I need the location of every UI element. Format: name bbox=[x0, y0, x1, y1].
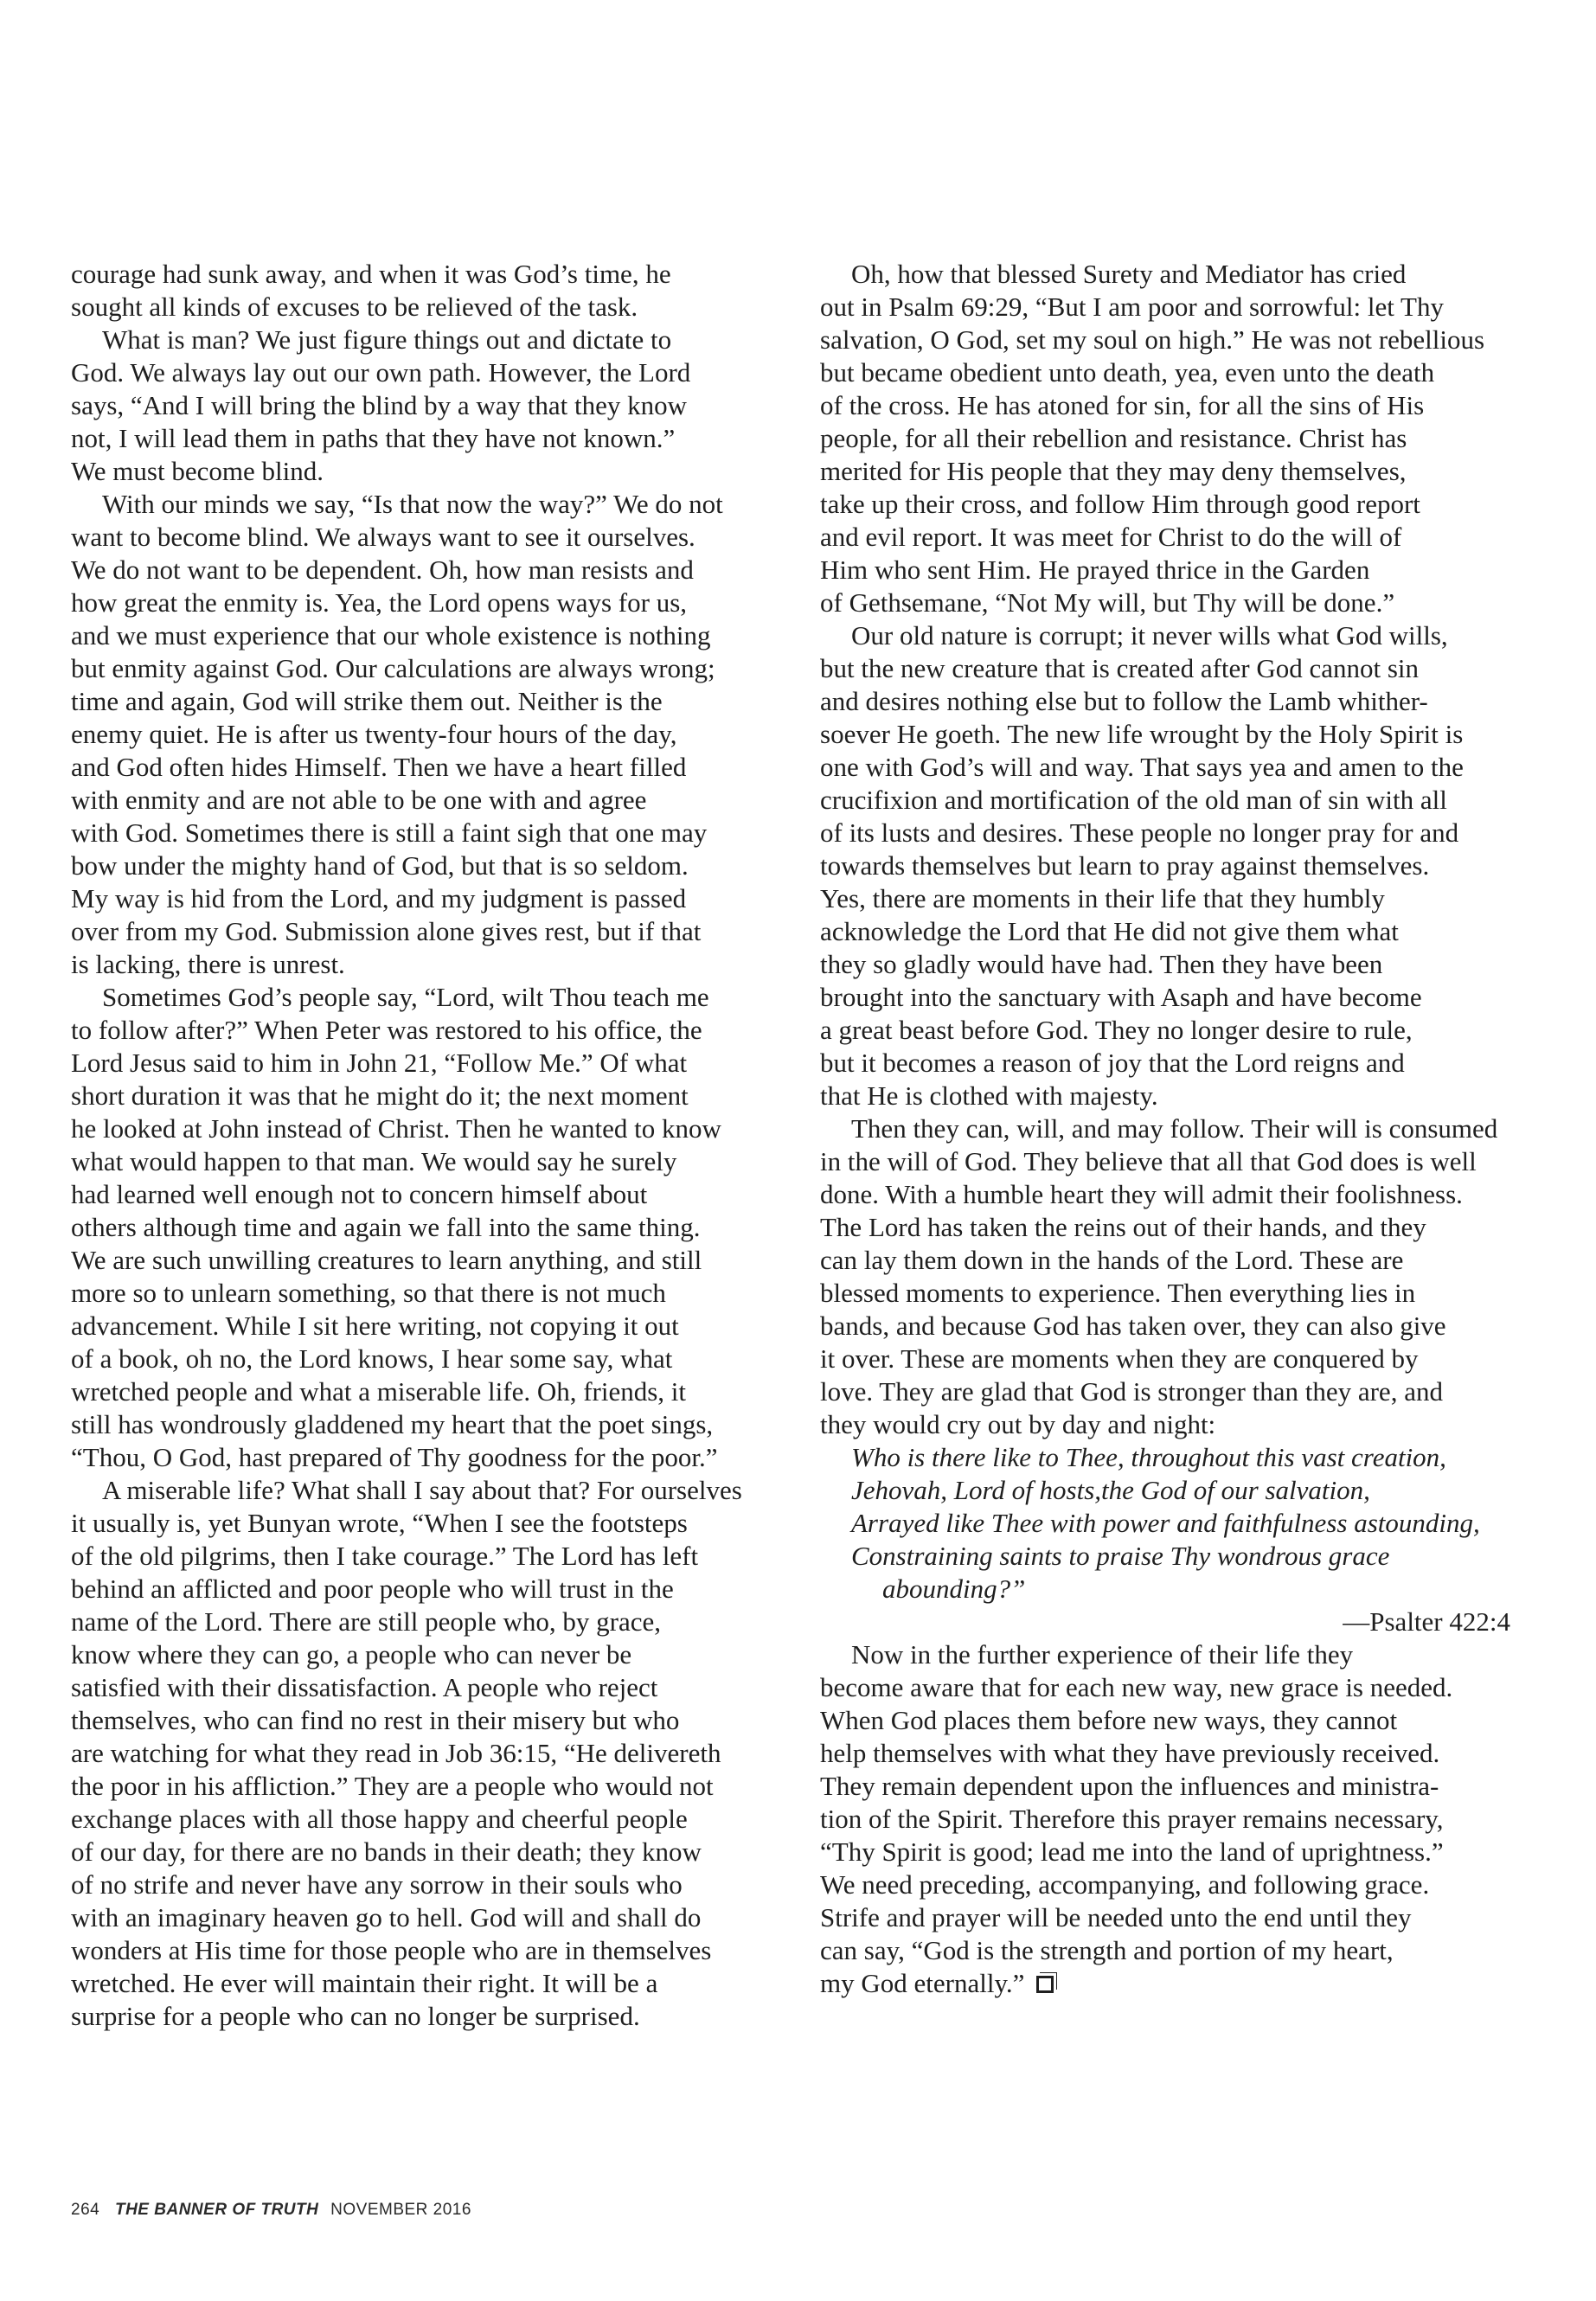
text-line: of Gethsemane, “Not My will, but Thy will be done.” bbox=[820, 587, 1395, 618]
text-line: enemy quiet. He is after us twenty-four hours of the day, bbox=[71, 719, 677, 749]
text-line: Lord Jesus said to him in John 21, “Follow Me.” Of what bbox=[71, 1048, 688, 1078]
text-line: Oh, how that blessed Surety and Mediator has cried bbox=[851, 259, 1407, 289]
left-column bbox=[71, 258, 789, 2033]
text-line: love. They are glad that God is stronger than they are, and bbox=[820, 1376, 1443, 1407]
poem-line: abounding?” bbox=[882, 1574, 1026, 1604]
text-line: wretched. He ever will maintain their right. It will be a bbox=[71, 1968, 658, 1998]
text-line: of no strife and never have any sorrow in their souls who bbox=[71, 1869, 683, 1900]
text-line: merited for His people that they may deny themselves, bbox=[820, 456, 1407, 486]
text-line: We must become blind. bbox=[71, 456, 324, 486]
page-number: 264 bbox=[71, 2201, 100, 2219]
text-line: of our day, for there are no bands in their death; they know bbox=[71, 1836, 702, 1867]
text-line: With our minds we say, “Is that now the way?” We do not bbox=[102, 489, 723, 519]
text-line: tion of the Spirit. Therefore this prayer remains necessary, bbox=[820, 1804, 1444, 1834]
text-line: become aware that for each new way, new grace is needed. bbox=[820, 1672, 1453, 1702]
text-line: it over. These are moments when they are conquered by bbox=[820, 1343, 1419, 1374]
text-line: know where they can go, a people who can never be bbox=[71, 1639, 632, 1670]
text-line: how great the enmity is. Yea, the Lord opens ways for us, bbox=[71, 587, 688, 618]
text-line: what would happen to that man. We would say he surely bbox=[71, 1146, 677, 1176]
text-line: What is man? We just figure things out and dictate to bbox=[102, 324, 672, 355]
text-line: time and again, God will strike them out. Neither is the bbox=[71, 686, 663, 716]
text-line: in the will of God. They believe that all that God does is well bbox=[820, 1146, 1477, 1176]
text-line: bands, and because God has taken over, they can also give bbox=[820, 1311, 1446, 1341]
text-line: We do not want to be dependent. Oh, how man resists and bbox=[71, 554, 694, 585]
text-line: of the old pilgrims, then I take courage.” The Lord has left bbox=[71, 1541, 699, 1571]
text-line: people, for all their rebellion and resistance. Christ has bbox=[820, 423, 1407, 453]
text-line: behind an afflicted and poor people who will trust in the bbox=[71, 1574, 674, 1604]
poem-line: Arrayed like Thee with power and faithfulness astounding, bbox=[851, 1508, 1480, 1538]
text-line: When God places them before new ways, they cannot bbox=[820, 1705, 1398, 1735]
text-line: he looked at John instead of Christ. Then he wanted to know bbox=[71, 1113, 721, 1144]
text-line: says, “And I will bring the blind by a way that they know bbox=[71, 390, 688, 420]
text-line: advancement. While I sit here writing, not copying it out bbox=[71, 1311, 679, 1341]
text-line: The Lord has taken the reins out of their hands, and they bbox=[820, 1212, 1426, 1242]
text-line: can say, “God is the strength and portion of my heart, bbox=[820, 1935, 1394, 1965]
poem-line: Constraining saints to praise Thy wondrous grace bbox=[851, 1541, 1390, 1571]
text-line: still has wondrously gladdened my heart that the poet sings, bbox=[71, 1409, 714, 1439]
text-line: a great beast before God. They no longer desire to rule, bbox=[820, 1015, 1413, 1045]
text-line: Our old nature is corrupt; it never wills what God wills, bbox=[851, 620, 1448, 651]
text-line: crucifixion and mortification of the old man of sin with all bbox=[820, 785, 1447, 815]
text-line: blessed moments to experience. Then everything lies in bbox=[820, 1278, 1416, 1308]
text-line: but the new creature that is created after God cannot sin bbox=[820, 653, 1420, 683]
text-line: bow under the mighty hand of God, but that is so seldom. bbox=[71, 850, 689, 881]
text-line: with an imaginary heaven go to hell. God will and shall do bbox=[71, 1902, 702, 1932]
text-line: they would cry out by day and night: bbox=[820, 1409, 1216, 1439]
text-line: acknowledge the Lord that He did not give them what bbox=[820, 916, 1399, 946]
poem-line: Who is there like to Thee, throughout this vast creation, bbox=[851, 1442, 1446, 1472]
text-line: themselves, who can find no rest in their misery but who bbox=[71, 1705, 680, 1735]
text-line: “Thou, O God, hast prepared of Thy goodness for the poor.” bbox=[71, 1442, 718, 1472]
text-line: over from my God. Submission alone gives rest, but if that bbox=[71, 916, 702, 946]
text-line: can lay them down in the hands of the Lord. These are bbox=[820, 1245, 1404, 1275]
text-line: satisfied with their dissatisfaction. A people who reject bbox=[71, 1672, 658, 1702]
text-line: take up their cross, and follow Him through good report bbox=[820, 489, 1420, 519]
text-line: more so to unlearn something, so that there is not much bbox=[71, 1278, 666, 1308]
text-line: My way is hid from the Lord, and my judgment is passed bbox=[71, 883, 687, 913]
text-line: Him who sent Him. He prayed thrice in the Garden bbox=[820, 554, 1370, 585]
issue-date: NOVEMBER 2016 bbox=[330, 2201, 471, 2219]
text-line: brought into the sanctuary with Asaph and have become bbox=[820, 982, 1422, 1012]
text-line: help themselves with what they have previously received. bbox=[820, 1738, 1440, 1768]
text-line: but it becomes a reason of joy that the Lord reigns and bbox=[820, 1048, 1405, 1078]
text-line: name of the Lord. There are still people who, by grace, bbox=[71, 1606, 662, 1637]
text-line: short duration it was that he might do it; the next moment bbox=[71, 1080, 689, 1111]
text-line: Strife and prayer will be needed unto the end until they bbox=[820, 1902, 1412, 1932]
text-line: wonders at His time for those people who are in themselves bbox=[71, 1935, 712, 1965]
text-line: “Thy Spirit is good; lead me into the land of uprightness.” bbox=[820, 1836, 1444, 1867]
text-line: and God often hides Himself. Then we have a heart filled bbox=[71, 752, 687, 782]
right-column bbox=[820, 258, 1538, 2000]
text-line: of its lusts and desires. These people no longer pray for and bbox=[820, 817, 1459, 848]
poem-line: Jehovah, Lord of hosts,the God of our salvation, bbox=[851, 1475, 1370, 1505]
text-line: wretched people and what a miserable life. Oh, friends, it bbox=[71, 1376, 687, 1407]
text-line: of a book, oh no, the Lord knows, I hear some say, what bbox=[71, 1343, 673, 1374]
publication-name: THE BANNER OF TRUTH bbox=[114, 2201, 319, 2219]
text-line: the poor in his affliction.” They are a people who would not bbox=[71, 1771, 714, 1801]
text-line: salvation, O God, set my soul on high.” He was not rebellious bbox=[820, 324, 1485, 355]
text-line: exchange places with all those happy and cheerful people bbox=[71, 1804, 688, 1834]
text-line: is lacking, there is unrest. bbox=[71, 949, 345, 979]
final-line-text: my God eternally.” bbox=[820, 1968, 1025, 1998]
text-line: and desires nothing else but to follow the Lamb whither- bbox=[820, 686, 1428, 716]
text-line: towards themselves but learn to pray against themselves. bbox=[820, 850, 1430, 881]
text-line: They remain dependent upon the influences and ministra- bbox=[820, 1771, 1439, 1801]
text-line: it usually is, yet Bunyan wrote, “When I see the footsteps bbox=[71, 1508, 688, 1538]
text-line: of the cross. He has atoned for sin, for all the sins of His bbox=[820, 390, 1425, 420]
text-line: Yes, there are moments in their life that they humbly bbox=[820, 883, 1385, 913]
text-line: with enmity and are not able to be one with and agree bbox=[71, 785, 647, 815]
text-line: surprise for a people who can no longer be surprised. bbox=[71, 2001, 640, 2031]
end-of-article-icon bbox=[1036, 1976, 1054, 1993]
text-line: they so gladly would have had. Then they have been bbox=[820, 949, 1383, 979]
text-line: that He is clothed with majesty. bbox=[820, 1080, 1158, 1111]
text-line: are watching for what they read in Job 36:15, “He delivereth bbox=[71, 1738, 721, 1768]
text-line: out in Psalm 69:29, “But I am poor and sorrowful: let Thy bbox=[820, 292, 1444, 322]
text-line: Then they can, will, and may follow. Their will is consumed bbox=[851, 1113, 1498, 1144]
text-line: God. We always lay out our own path. However, the Lord bbox=[71, 357, 691, 388]
text-line: not, I will lead them in paths that they have not known.” bbox=[71, 423, 676, 453]
poem-attribution: —Psalter 422:4 bbox=[1343, 1606, 1510, 1637]
text-line: Now in the further experience of their life they bbox=[851, 1639, 1354, 1670]
text-line: others although time and again we fall into the same thing. bbox=[71, 1212, 701, 1242]
text-line: We are such unwilling creatures to learn anything, and still bbox=[71, 1245, 702, 1275]
text-line: to follow after?” When Peter was restored to his office, the bbox=[71, 1015, 702, 1045]
text-line: one with God’s will and way. That says yea and amen to the bbox=[820, 752, 1464, 782]
text-line: A miserable life? What shall I say about that? For ourselves bbox=[102, 1475, 742, 1505]
text-line: sought all kinds of excuses to be relieved of the task. bbox=[71, 292, 638, 322]
text-line: want to become blind. We always want to see it ourselves. bbox=[71, 522, 695, 552]
text-line: Sometimes God’s people say, “Lord, wilt Thou teach me bbox=[102, 982, 709, 1012]
text-line: soever He goeth. The new life wrought by the Holy Spirit is bbox=[820, 719, 1464, 749]
text-line: with God. Sometimes there is still a faint sigh that one may bbox=[71, 817, 708, 848]
text-line: We need preceding, accompanying, and following grace. bbox=[820, 1869, 1430, 1900]
final-text-line bbox=[820, 1967, 1538, 2000]
text-line: had learned well enough not to concern himself about bbox=[71, 1179, 648, 1209]
text-line: done. With a humble heart they will admit their foolishness. bbox=[820, 1179, 1463, 1209]
page-footer bbox=[71, 2201, 471, 2220]
text-line: and we must experience that our whole existence is nothing bbox=[71, 620, 711, 651]
text-line: and evil report. It was meet for Christ to do the will of bbox=[820, 522, 1402, 552]
text-line: but became obedient unto death, yea, even unto the death bbox=[820, 357, 1435, 388]
text-line: courage had sunk away, and when it was God’s time, he bbox=[71, 259, 671, 289]
text-line: but enmity against God. Our calculations are always wrong; bbox=[71, 653, 715, 683]
